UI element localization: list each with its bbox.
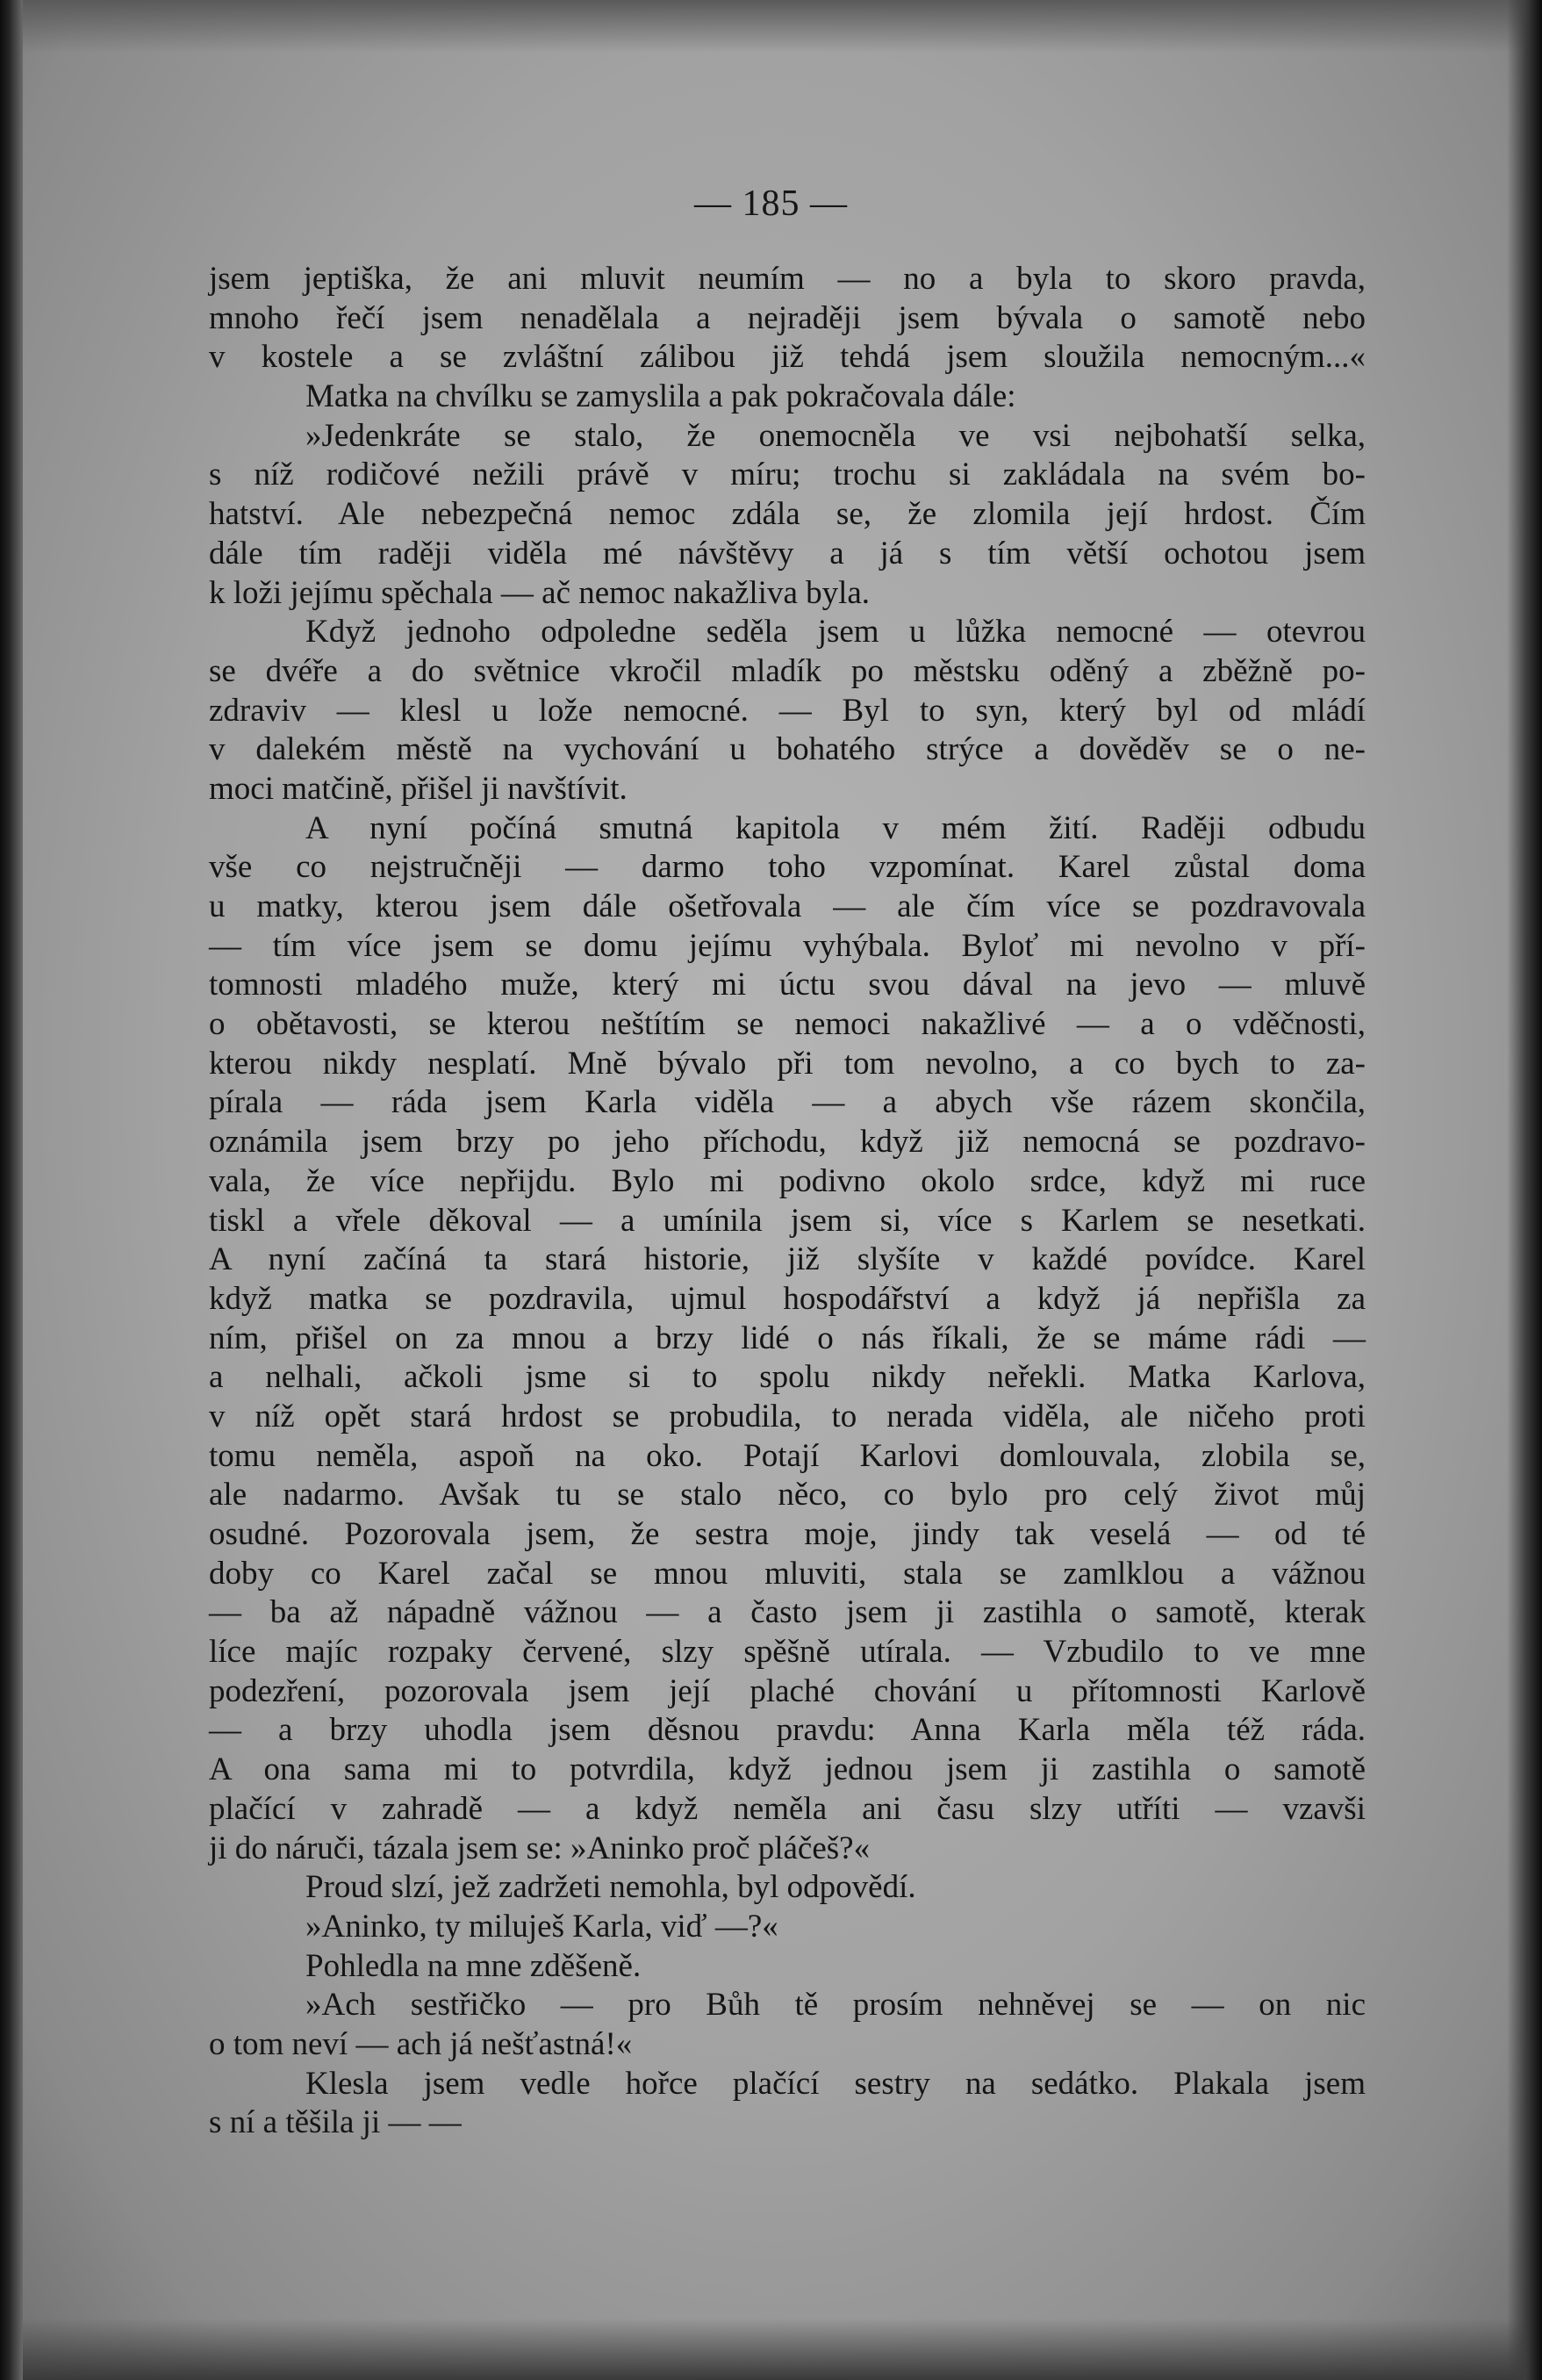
text-line: a nelhali, ačkoli jsme si to spolu nikdy neřekli. Matka Karlova, (209, 1359, 1366, 1396)
text-line: — a brzy uhodla jsem děsnou pravdu: Anna Karla měla též ráda. (209, 1712, 1366, 1749)
text-line: o obětavosti, se kterou neštítím se nemoci nakažlivé — a o vděčnosti, (209, 1006, 1366, 1043)
text-line: podezření, pozorovala jsem její plaché chování u přítomnosti Karlově (209, 1672, 1366, 1709)
scan-shadow-top (0, 0, 1542, 53)
text-line: kterou nikdy nesplatí. Mně bývalo při tom nevolno, a co bych to za- (209, 1045, 1366, 1082)
text-line: ním, přišel on za mnou a brzy lidé o nás říkali, že se máme rádi — (209, 1319, 1366, 1356)
text-line: vše co nejstručněji — darmo toho vzpomínat. Karel zůstal doma (209, 849, 1366, 886)
text-line: oznámila jsem brzy po jeho příchodu, když již nemocná se pozdravo- (209, 1124, 1366, 1161)
text-line: — ba až nápadně vážnou — a často jsem ji zastihla o samotě, kterak (209, 1594, 1366, 1631)
text-line: zdraviv — klesl u lože nemocné. — Byl to syn, který byl od mládí (209, 692, 1366, 729)
text-line: v kostele a se zvláštní zálibou již tehdá jsem sloužila nemocným...« (209, 339, 1366, 376)
text-line: líce majíc rozpaky červené, slzy spěšně utírala. — Vzbudilo to ve mne (209, 1634, 1366, 1671)
text-line: moci matčině, přišel ji navštívit. (209, 770, 628, 807)
text-line: osudné. Pozorovala jsem, že sestra moje, jindy tak veselá — od té (209, 1516, 1366, 1552)
text-line: se dvéře a do světnice vkročil mladík po městsku oděný a zběžně po- (209, 652, 1366, 689)
text-line: vala, že více nepřijdu. Bylo mi podivno okolo srdce, když mi ruce (209, 1162, 1366, 1199)
text-line: ji do náruči, tázala jsem se: »Aninko proč pláčeš?« (209, 1830, 871, 1866)
scan-shadow-right (1507, 0, 1542, 2380)
text-line: hatství. Ale nebezpečná nemoc zdála se, že zlomila její hrdost. Čím (209, 496, 1366, 533)
text-line: Matka na chvílku se zamyslila a pak pokračovala dále: (305, 378, 1016, 415)
page-number: — 185 — (694, 183, 848, 224)
text-line: tomu neměla, aspoň na oko. Potají Karlovi domlouvala, zlobila se, (209, 1437, 1366, 1474)
scan-shadow-left (0, 0, 23, 2380)
text-line: mnoho řečí jsem nenadělala a nejraději jsem bývala o samotě nebo (209, 299, 1366, 336)
text-line: »Aninko, ty miluješ Karla, viď —?« (305, 1908, 778, 1945)
text-line: když matka se pozdravila, ujmul hospodářství a když já nepřišla za (209, 1280, 1366, 1317)
text-line: k loži jejímu spěchala — ač nemoc nakažliva byla. (209, 574, 871, 611)
text-line: »Ach sestřičko — pro Bůh tě prosím nehněvej se — on nic (305, 1987, 1366, 2024)
text-line: pírala — ráda jsem Karla viděla — a abych vše rázem skončila, (209, 1084, 1366, 1121)
text-line: tiskl a vřele děkoval — a umínila jsem si, více s Karlem se nesetkati. (209, 1202, 1366, 1239)
text-line: A nyní počíná smutná kapitola v mém žití. Raději odbudu (305, 809, 1366, 846)
text-line: Proud slzí, jež zadržeti nemohla, byl odpovědí. (305, 1869, 916, 1906)
text-line: Klesla jsem vedle hořce plačící sestry na sedátko. Plakala jsem (305, 2065, 1366, 2102)
text-line: jsem jeptiška, že ani mluvit neumím — no a byla to skoro pravda, (209, 261, 1366, 297)
text-line: doby co Karel začal se mnou mluviti, stala se zamlklou a vážnou (209, 1555, 1366, 1592)
text-line: plačící v zahradě — a když neměla ani času slzy utříti — vzavši (209, 1790, 1366, 1827)
text-line: v dalekém městě na vychování u bohatého strýce a dověděv se o ne- (209, 731, 1366, 768)
scan-shadow-bottom (0, 2319, 1542, 2380)
text-line: — tím více jsem se domu jejímu vyhýbala. Byloť mi nevolno v pří- (209, 927, 1366, 964)
text-line: v níž opět stará hrdost se probudila, to nerada viděla, ale ničeho proti (209, 1398, 1366, 1434)
body-text (209, 260, 1366, 2143)
text-line: Pohledla na mne zděšeně. (305, 1947, 642, 1984)
text-line: ale nadarmo. Avšak tu se stalo něco, co bylo pro celý život můj (209, 1477, 1366, 1514)
text-line: o tom neví — ach já nešťastná!« (209, 2025, 633, 2062)
text-line: dále tím raději viděla mé návštěvy a já s tím větší ochotou jsem (209, 535, 1366, 572)
text-line: tomnosti mladého muže, který mi úctu svou dával na jevo — mluvě (209, 967, 1366, 1003)
text-line: A ona sama mi to potvrdila, když jednou jsem ji zastihla o samotě (209, 1751, 1366, 1788)
text-line: A nyní začíná ta stará historie, již slyšíte v každé povídce. Karel (209, 1241, 1366, 1278)
text-line: s ní a těšila ji — — (209, 2104, 462, 2141)
text-line: »Jedenkráte se stalo, že onemocněla ve vsi nejbohatší selka, (305, 417, 1366, 454)
text-line: s níž rodičové nežili právě v míru; trochu si zakládala na svém bo- (209, 457, 1366, 493)
text-line: Když jednoho odpoledne seděla jsem u lůžka nemocné — otevrou (305, 614, 1366, 651)
text-line: u matky, kterou jsem dále ošetřovala — ale čím více se pozdravovala (209, 888, 1366, 924)
